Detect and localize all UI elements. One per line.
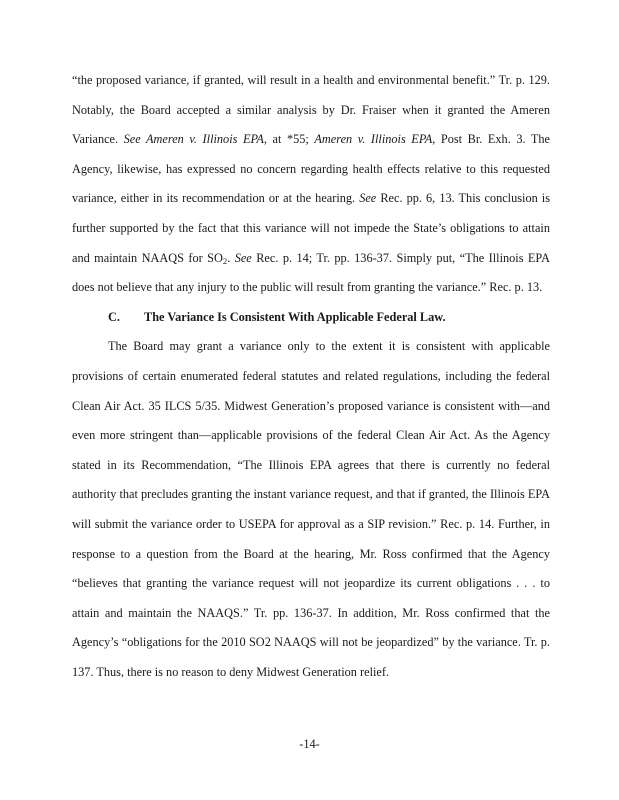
subscript-2: 2 bbox=[222, 255, 228, 266]
signal-see: See bbox=[234, 250, 252, 265]
paragraph-segment: “the proposed variance, if granted, will result in a health and environmental benefit.” Tr. p. 129. Notably, the Board accepted a similar analysis by Dr. Fraiser when it granted the Ameren Variance. bbox=[72, 73, 550, 147]
section-title: The Variance Is Consistent With Applicable Federal Law. bbox=[144, 309, 446, 324]
paragraph-health-benefit bbox=[72, 66, 550, 303]
paragraph-federal-law: The Board may grant a variance only to the extent it is consistent with applicable provisions of certain enumerated federal statutes and related regulations, including the federal Clean Air Act. 35 ILCS 5/35. Midwest Generation’s proposed variance is consistent with—and even more stringent than—applicable provisions of the federal Clean Air Act. As the Agency stated in its Recommendation, “The Illinois EPA agrees that there is currently no federal authority that precludes granting the instant variance request, and that if granted, the Illinois EPA will submit the variance order to USEPA for approval as a SIP revision.” Rec. p. 14. Further, in response to a question from the Board at the hearing, Mr. Ross confirmed that the Agency “believes that granting the variance request will not jeopardize its current obligations . . . to attain and maintain the NAAQS.” Tr. pp. 136-37. In addition, Mr. Ross confirmed that the Agency’s “obligations for the 2010 SO2 NAAQS will not be jeopardized” by the variance. Tr. p. 137. Thus, there is no reason to deny Midwest Generation relief. bbox=[72, 339, 550, 679]
signal-see: See bbox=[359, 191, 377, 206]
paragraph-segment: Rec. p. 14; Tr. pp. 136-37. Simply put, “The Illinois EPA does not believe that any injury to the public will result from granting the variance.” Rec. p. 13. bbox=[72, 250, 551, 295]
paragraph-segment: Rec. pp. 6, 13. This conclusion is further supported by the fact that this variance will not impede the State’s obligations to attain and maintain NAAQS for SO bbox=[72, 191, 551, 265]
case-citation: See Ameren v. Illinois EPA bbox=[123, 132, 264, 147]
paragraph-segment: , at *55; bbox=[263, 132, 315, 147]
case-citation: Ameren v. Illinois EPA bbox=[314, 132, 433, 147]
page-number: -14- bbox=[299, 737, 320, 751]
paragraph-segment: , Post Br. Exh. 3. The Agency, likewise, has expressed no concern regarding health effects relative to this requested variance, either in its recommendation or at the hearing. bbox=[72, 132, 550, 206]
section-heading bbox=[72, 303, 550, 333]
paragraph-segment: . bbox=[227, 250, 235, 265]
section-letter: C. bbox=[108, 309, 120, 324]
document-body bbox=[72, 66, 550, 687]
